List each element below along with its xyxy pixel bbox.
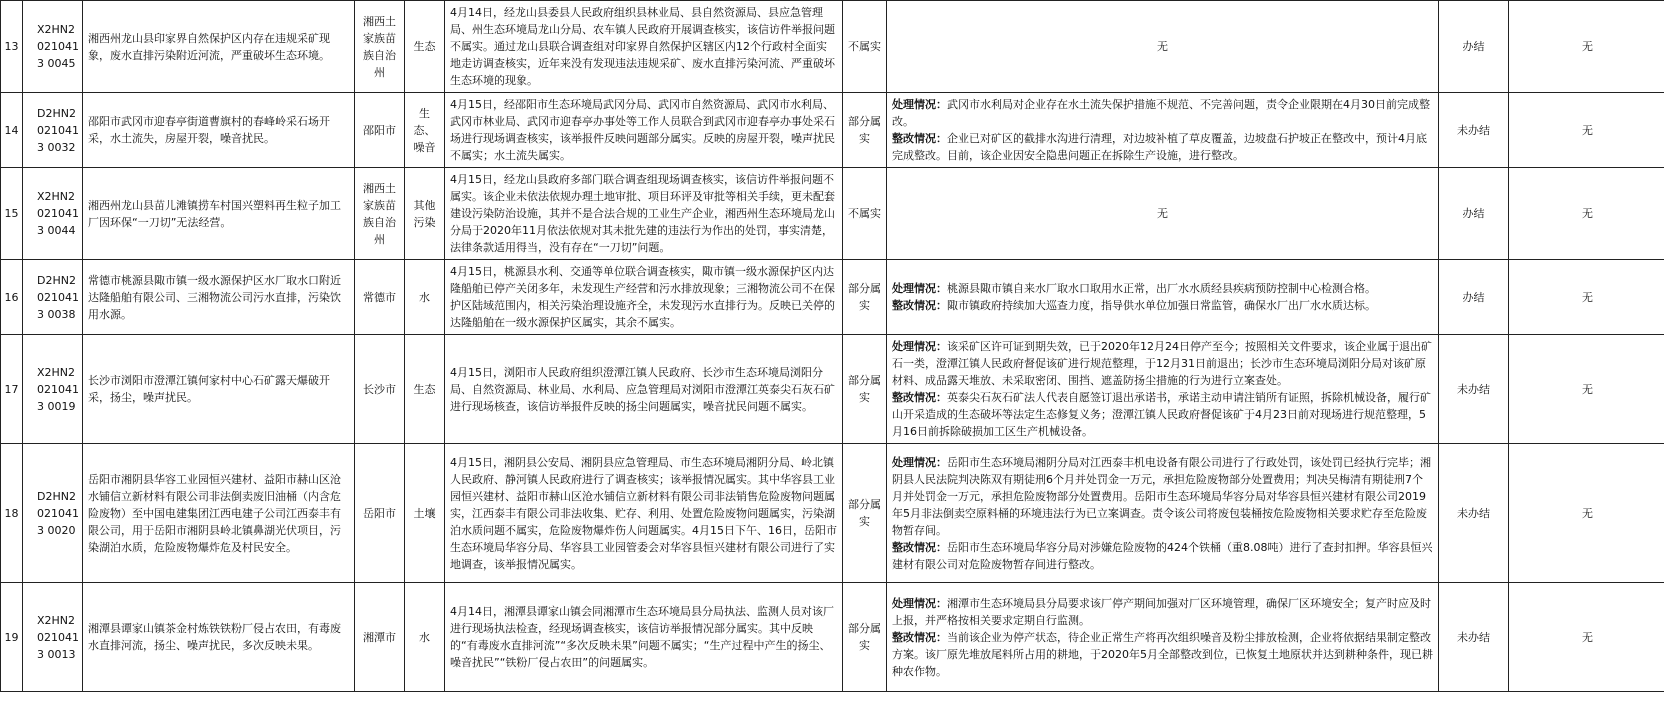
rectify-label: 整改情况：	[892, 391, 947, 404]
accountability-cell: 无	[1509, 168, 1664, 260]
case-code: D2HN20210413 0038	[23, 260, 83, 335]
table-row	[1, 583, 1664, 692]
region-cell: 岳阳市	[355, 444, 405, 583]
handling-text: 无	[1157, 40, 1168, 53]
handling-text: 湘潭市生态环境局县分局要求该厂停产期间加强对厂区环境管理，确保厂区环境安全；复产时应及时上报，并严格按相关要求定期自行监测。	[892, 596, 1431, 627]
investigation-text: 4月15日，经邵阳市生态环境局武冈分局、武冈市自然资源局、武冈市水利局、武冈市林业局、武冈市迎春亭办事处等工作人员联合到武冈市迎春亭办事处采石场进行现场调查核实，该举报件反映问题部分属实。反映的房屋开裂，噪声扰民不属实；水土流失属实。	[445, 93, 843, 168]
verdict-cell: 不属实	[843, 1, 887, 93]
rectify-label: 整改情况：	[892, 630, 947, 644]
accountability-cell: 无	[1509, 444, 1664, 583]
table-body	[1, 1, 1664, 692]
region-cell: 常德市	[355, 260, 405, 335]
accountability-cell: 无	[1509, 583, 1664, 692]
case-code: D2HN20210413 0020	[23, 444, 83, 583]
rectify-label: 整改情况：	[892, 540, 947, 554]
case-code: X2HN20210413 0044	[23, 168, 83, 260]
pollution-type: 生态	[405, 335, 445, 444]
pollution-type: 其他污染	[405, 168, 445, 260]
accountability-cell: 无	[1509, 93, 1664, 168]
handling-cell	[887, 335, 1439, 444]
rectify-text: 企业已对矿区的截排水沟进行清理，对边坡补植了草皮覆盖，边坡盘石护坡正在整改中，预计4月底完成整改。目前，该企业因安全隐患问题正在拆除生产设施，进行整改。	[892, 132, 1427, 162]
complaint-text: 湘西州龙山县印家界自然保护区内存在违规采矿现象，废水直排污染附近河流，严重破坏生态环境。	[83, 1, 355, 93]
case-code: X2HN20210413 0013	[23, 583, 83, 692]
handling-label: 处理情况：	[892, 340, 947, 353]
handling-label: 处理情况：	[892, 282, 947, 295]
verdict-cell: 部分属实	[843, 444, 887, 583]
rectify-label: 整改情况：	[892, 132, 947, 145]
handling-cell	[887, 93, 1439, 168]
investigation-text: 4月15日，浏阳市人民政府组织澄潭江镇人民政府、长沙市生态环境局浏阳分局、自然资源局、林业局、水利局、应急管理局对浏阳市澄潭江英泰尖石灰石矿进行现场核查，该信访举报件反映的扬尘问题属实，噪音扰民问题不属实。	[445, 335, 843, 444]
region-cell: 湘潭市	[355, 583, 405, 692]
handling-cell	[887, 583, 1439, 692]
status-cell: 办结	[1439, 168, 1509, 260]
handling-text: 岳阳市生态环境局湘阴分局对江西泰丰机电设备有限公司进行了行政处罚，该处罚已经执行完毕；湘阴县人民法院判决陈双有期徒刑6个月并处罚金一万元，承担危险废物部分处置费用；判决吴梅清有期徒刑7个月并处罚金一万元，承担危险废物部分处置费用。岳阳市生态环境局华容分局对华容县恒兴建材有限公司2019年5月非法倒卖空原料桶的环境违法行为已立案调查。责令该公司将废包装桶按危险废物相关要求贮存至危险废物暂存间。	[892, 455, 1431, 537]
investigation-text: 4月15日，桃源县水利、交通等单位联合调查核实，陬市镇一级水源保护区内达隆船舶已停产关闭多年，未发现生产经营和污水排放现象；三湘物流公司不在保护区陆域范围内，相关污染治理设施齐全，未发现污水直排行为。反映已关停的达隆船舶在一级水源保护区属实，其余不属实。	[445, 260, 843, 335]
region-cell: 湘西土家族苗族自治州	[355, 168, 405, 260]
handling-label: 处理情况：	[892, 455, 947, 469]
rectify-text: 当前该企业为停产状态，待企业正常生产将再次组织噪音及粉尘排放检测，企业将依据结果制定整改方案。该厂原先堆放尾料所占用的耕地，于2020年5月全部整改到位，已恢复土地原状并达到耕种条件，现已耕种农作物。	[892, 630, 1433, 678]
pollution-type: 生态、噪音	[405, 93, 445, 168]
investigation-text: 4月15日，经龙山县政府多部门联合调查组现场调查核实，该信访件举报问题不属实。该企业未依法依规办理土地审批、项目环评及审批等相关手续，更未配套建设污染防治设施，其并不是合法合规的工业生产企业，湘西州生态环境局龙山分局于2020年11月依法依规对其未批先建的违法行为作出的处罚，事实清楚，法律条款适用得当，没有存在“一刀切”问题。	[445, 168, 843, 260]
region-cell: 邵阳市	[355, 93, 405, 168]
pollution-type: 生态	[405, 1, 445, 93]
complaint-text: 岳阳市湘阴县华容工业园恒兴建材、益阳市赫山区沧水铺信立新材料有限公司非法倒卖废旧油桶（内含危险废物）至中国电建集团江西电建子公司江西泰丰有限公司，用于岳阳市湘阴县岭北镇鼻湖光伏项目，污染湖泊水质，危险废物爆炸危及村民安全。	[83, 444, 355, 583]
table-row	[1, 444, 1664, 583]
row-number: 16	[1, 260, 23, 335]
handling-cell	[887, 444, 1439, 583]
status-cell: 未办结	[1439, 583, 1509, 692]
status-cell: 办结	[1439, 1, 1509, 93]
table-row	[1, 1, 1664, 93]
status-cell: 未办结	[1439, 444, 1509, 583]
verdict-cell: 部分属实	[843, 93, 887, 168]
complaint-text: 长沙市浏阳市澄潭江镇何家村中心石矿露天爆破开采，扬尘，噪声扰民。	[83, 335, 355, 444]
table-row	[1, 93, 1664, 168]
investigation-text: 4月14日，湘潭县谭家山镇会同湘潭市生态环境局县分局执法、监测人员对该厂进行现场执法检查，经现场调查核实，该信访举报情况部分属实。其中反映的“有毒废水直排河流”“多次反映未果”问题不属实；“生产过程中产生的扬尘、噪音扰民”“铁粉厂侵占农田”的问题属实。	[445, 583, 843, 692]
verdict-cell: 部分属实	[843, 260, 887, 335]
investigation-text: 4月15日，湘阴县公安局、湘阴县应急管理局、市生态环境局湘阴分局、岭北镇人民政府、静河镇人民政府进行了调查核实；该举报情况属实。其中华容县工业园恒兴建材、益阳市赫山区沧水铺信立新材料有限公司非法销售危险废物问题属实，江西泰丰有限公司非法收集、贮存、利用、处置危险废物问题属实，污染湖泊水质问题不属实，危险废物爆炸伤人问题属实。4月15日下午、16日，岳阳市生态环境局华容分局、华容县工业园管委会对华容县恒兴建材有限公司进行了实地调查，该举报情况属实。	[445, 444, 843, 583]
handling-cell	[887, 260, 1439, 335]
verdict-cell: 部分属实	[843, 335, 887, 444]
handling-label: 处理情况：	[892, 98, 947, 111]
case-code: X2HN20210413 0045	[23, 1, 83, 93]
case-code: D2HN20210413 0032	[23, 93, 83, 168]
handling-text: 无	[1157, 207, 1168, 220]
pollution-type: 土壤	[405, 444, 445, 583]
rectify-label: 整改情况：	[892, 299, 947, 312]
status-cell: 办结	[1439, 260, 1509, 335]
table-row	[1, 168, 1664, 260]
handling-text: 武冈市水利局对企业存在水土流失保护措施不规范、不完善问题，责令企业限期在4月30日前完成整改。	[892, 98, 1430, 128]
handling-text: 该采矿区许可证到期失效，已于2020年12月24日停产至今；按照相关文件要求，该企业属于退出矿石一类，澄潭江镇人民政府督促该矿进行规范整理，于12月31日前退出；长沙市生态环境局浏阳分局对该矿原材料、成品露天堆放、未采取密闭、围挡、遮盖防扬尘措施的行为进行立案查处。	[892, 340, 1432, 387]
pollution-type: 水	[405, 260, 445, 335]
rectify-text: 岳阳市生态环境局华容分局对涉嫌危险废物的424个铁桶（重8.08吨）进行了查封扣押。华容县恒兴建材有限公司对危险废物暂存间进行整改。	[892, 540, 1433, 571]
complaint-text: 湘潭县谭家山镇茶金村炼铁铁粉厂侵占农田，有毒废水直排河流，扬尘、噪声扰民，多次反映未果。	[83, 583, 355, 692]
region-cell: 长沙市	[355, 335, 405, 444]
row-number: 13	[1, 1, 23, 93]
rectify-text: 英泰尖石灰石矿法人代表自愿签订退出承诺书，承诺主动申请注销所有证照，拆除机械设备，履行矿山开采造成的生态破坏等法定生态修复义务；澄潭江镇人民政府督促该矿于4月23日前对现场进行规范整理，5月16日前拆除破损加工区生产机械设备。	[892, 391, 1431, 438]
complaint-text: 邵阳市武冈市迎春亭街道曹旗村的春峰岭采石场开采，水土流失，房屋开裂，噪音扰民。	[83, 93, 355, 168]
row-number: 17	[1, 335, 23, 444]
row-number: 19	[1, 583, 23, 692]
region-cell: 湘西土家族苗族自治州	[355, 1, 405, 93]
complaint-text: 湘西州龙山县苗儿滩镇捞车村国兴塑料再生粒子加工厂因环保“一刀切”无法经营。	[83, 168, 355, 260]
status-cell: 未办结	[1439, 93, 1509, 168]
row-number: 14	[1, 93, 23, 168]
table-row	[1, 335, 1664, 444]
accountability-cell: 无	[1509, 1, 1664, 93]
case-code: X2HN20210413 0019	[23, 335, 83, 444]
handling-cell	[887, 1, 1439, 93]
row-number: 18	[1, 444, 23, 583]
handling-label: 处理情况：	[892, 596, 947, 610]
pollution-type: 水	[405, 583, 445, 692]
accountability-cell: 无	[1509, 260, 1664, 335]
table-row	[1, 260, 1664, 335]
rectify-text: 陬市镇政府持续加大巡查力度，指导供水单位加强日常监管，确保水厂出厂水水质达标。	[947, 299, 1376, 312]
accountability-cell: 无	[1509, 335, 1664, 444]
complaint-text: 常德市桃源县陬市镇一级水源保护区水厂取水口附近达隆船舶有限公司、三湘物流公司污水直排，污染饮用水源。	[83, 260, 355, 335]
status-cell: 未办结	[1439, 335, 1509, 444]
handling-cell	[887, 168, 1439, 260]
verdict-cell: 部分属实	[843, 583, 887, 692]
verdict-cell: 不属实	[843, 168, 887, 260]
row-number: 15	[1, 168, 23, 260]
investigation-text: 4月14日，经龙山县委县人民政府组织县林业局、县自然资源局、县应急管理局、州生态环境局龙山分局、农车镇人民政府开展调查核实，该信访件举报问题不属实。通过龙山县联合调查组对印家界自然保护区辖区内12个行政村全面实地走访调查核实，近年来没有发现违法违规采矿、废水直排污染河流、严重破坏生态环境的现象。	[445, 1, 843, 93]
handling-text: 桃源县陬市镇自来水厂取水口取用水正常，出厂水水质经县疾病预防控制中心检测合格。	[947, 282, 1376, 295]
